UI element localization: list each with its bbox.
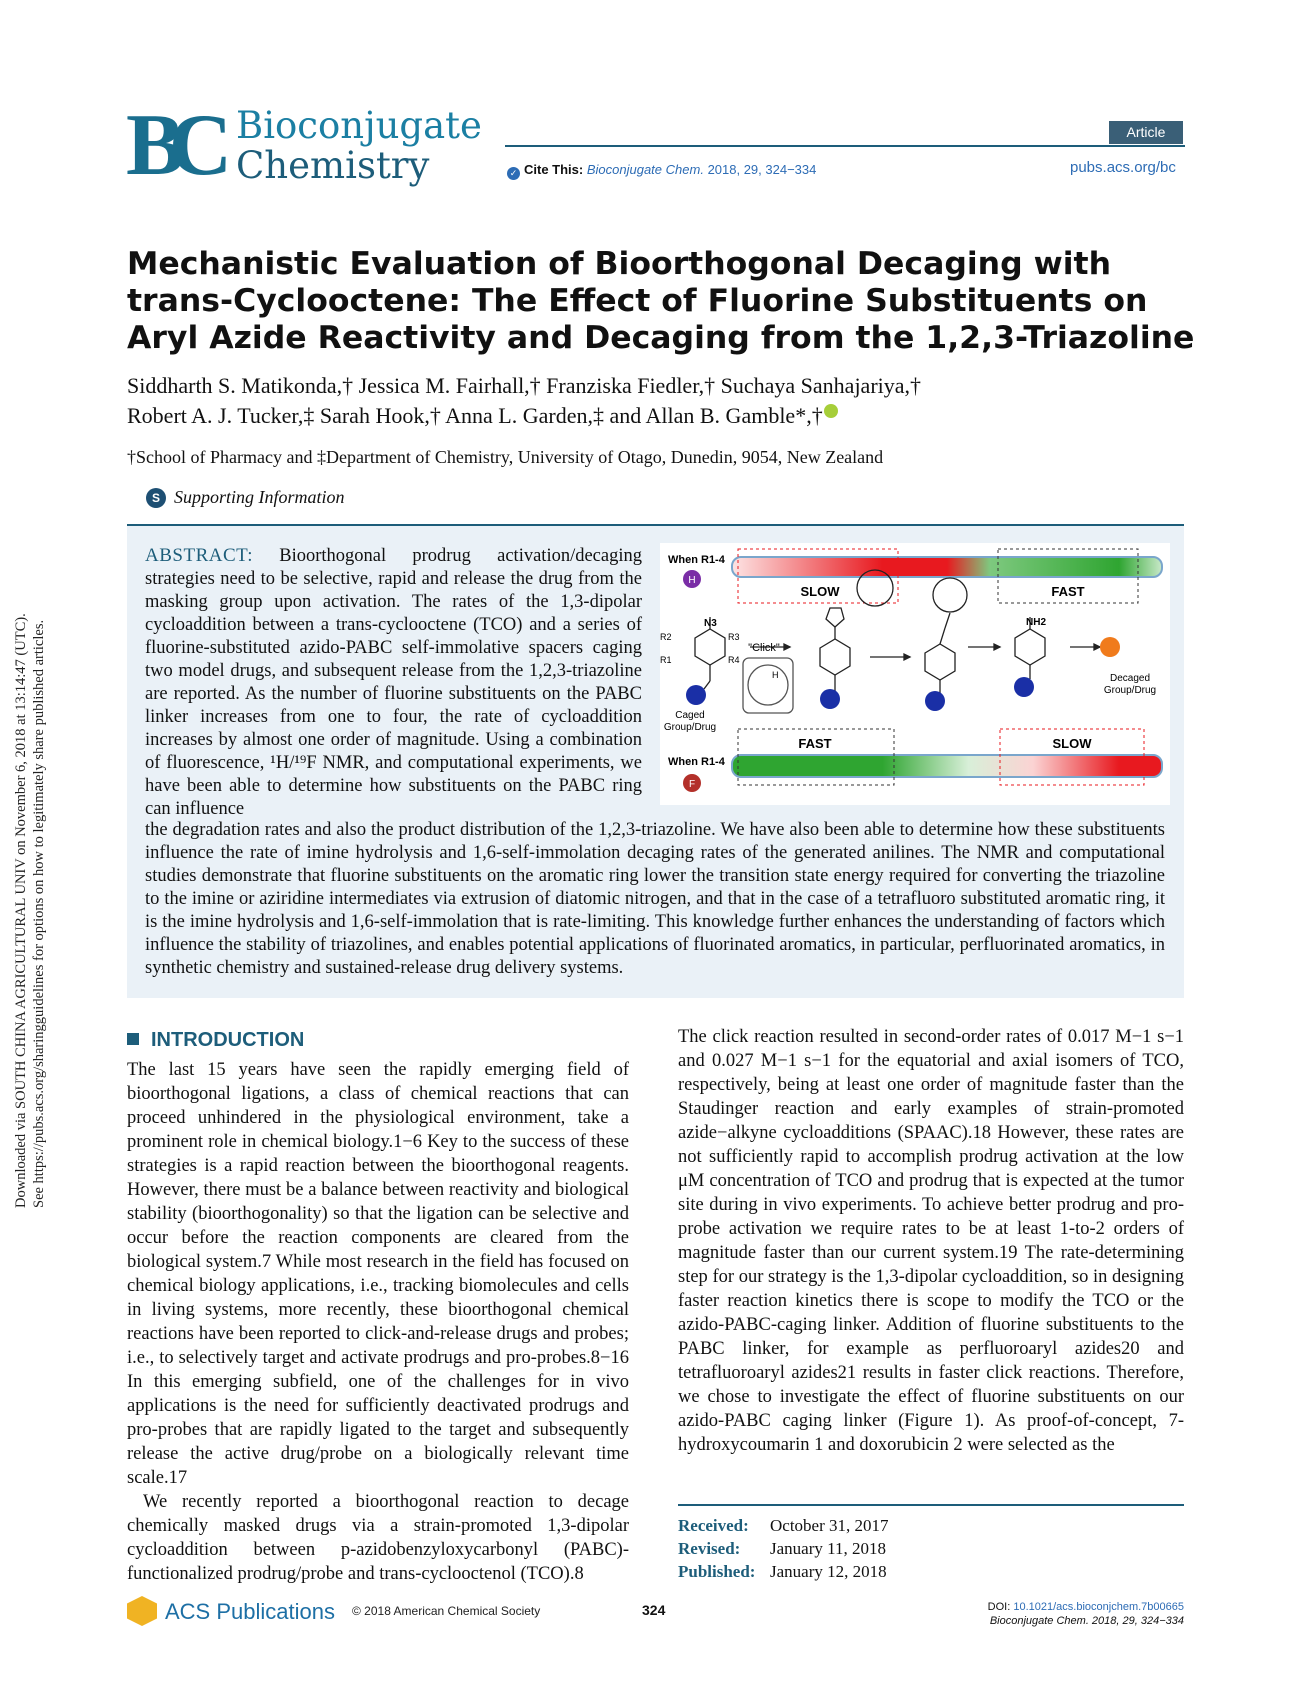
abstract-keyword: ABSTRACT: (145, 545, 254, 566)
svg-text:R3: R3 (728, 632, 740, 642)
fast-bottom-label: FAST (798, 736, 832, 751)
decaged-label: Decaged Group/Drug (1103, 673, 1157, 696)
svg-text:R4: R4 (728, 655, 740, 665)
svg-text:F: F (688, 779, 696, 790)
journal-name-line1: Bioconjugate (236, 104, 482, 147)
cite-label: Cite This: (524, 162, 584, 177)
when-f-label: When R1-4 (668, 756, 725, 768)
intro-paragraph-3: The click reaction resulted in second-order rates of 0.017 M−1 s−1 and 0.027 M−1 s−1 for the equatorial and axial isomers of TCO, respectively, being at least one order of magnitude faster than the Staudinger reaction and early examples of strain-promoted azide−alkyne cycloadditions (SPAAC).18 However, these rates are not sufficiently rapid to accomplish prodrug activation at the low μM concentration of TCO and prodrug that is expected at the tumor site during in vivo experiments. To achieve better prodrug and pro-probe activation we require rates to be at least 1-to-2 orders of magnitude faster than our current system.19 The rate-determining step for our strategy is the 1,3-dipolar cycloaddition, so in designing faster reaction kinetics there is scope to modify the TCO or the azido-PABC-caging linker. Addition of fluorine substituents to the PABC linker, for example as perfluoroaryl azides20 and tetrafluoroaryl azides21 results in faster click reactions. Therefore, we chose to investigate the effect of fluorine substituents on our azido-PABC caging linker (Figure 1). As proof-of-concept, 7-hydroxycoumarin 1 and doxorubicin 2 were selected as the (678, 1027, 1184, 1455)
revised-row: Revised: January 11, 2018 (678, 1539, 886, 1558)
doi-link[interactable]: 10.1021/acs.bioconjchem.7b00665 (1013, 1601, 1184, 1613)
authors-line2: Robert A. J. Tucker,‡ Sarah Hook,† Anna L. Garden,‡ and Allan B. Gamble*,† (127, 401, 1197, 431)
page-footer (127, 1596, 1184, 1636)
svg-text:R2: R2 (660, 632, 672, 642)
caged-label: Caged Group/Drug (663, 710, 717, 733)
nh2-label: NH2 (1026, 617, 1047, 628)
svg-text:H: H (772, 670, 779, 680)
slow-top-label: SLOW (800, 584, 840, 599)
click-label: "Click" (748, 642, 780, 654)
svg-text:R1: R1 (660, 655, 672, 665)
paper-title: Mechanistic Evaluation of Bioorthogonal Decaging with trans-Cyclooctene: The Effect of Fluorine Substituents on Aryl Azide Reactivity and Decaging from the 1,2,3-Triazoline (127, 246, 1195, 356)
svg-text:H: H (688, 575, 696, 586)
checkmark-icon: ✓ (507, 167, 520, 180)
copyright: © 2018 American Chemical Society (352, 1604, 541, 1618)
acs-hexagon-icon (127, 1596, 157, 1626)
authors-line1: Siddharth S. Matikonda,† Jessica M. Fairhall,† Franziska Fiedler,† Suchaya Sanhajariya,† (127, 373, 922, 398)
when-h-label: When R1-4 (668, 554, 725, 566)
journal-name-line2: Chemistry (236, 144, 430, 187)
acs-publications-logo[interactable]: ACS Publications (127, 1596, 335, 1626)
received-row: Received: October 31, 2017 (678, 1516, 889, 1535)
rate-bar-bottom (732, 729, 1162, 785)
cite-ref: 2018, 29, 324−334 (707, 162, 817, 177)
supporting-info-icon: S (146, 488, 166, 508)
abstract-text-top (145, 544, 642, 821)
header-rule (505, 145, 1185, 147)
doi-block: DOI: 10.1021/acs.bioconjchem.7b00665 Bioconjugate Chem. 2018, 29, 324−334 (987, 1601, 1184, 1627)
decaged-drug-sphere (1100, 637, 1120, 657)
abstract-part1: Bioorthogonal prodrug activation/decaging strategies need to be selective, rapid and release the drug from the masking group upon activation. The rates of the 1,3-dipolar cycloaddition between a trans-cyclooctene (TCO) and a series of fluorine-substituted azido-PABC self-immolative spacers caging two model drugs, and subsequent release from the 1,2,3-triazoline are reported. As the number of fluorine substituents on the PABC linker increases from one to four, the rate of cycloaddition increases by almost one order of magnitude. Using a combination of fluorescence, ¹H/¹⁹F NMR, and computational experiments, we have been able to determine how substituents on the PABC ring can influence (145, 546, 642, 819)
article-type-badge: Article (1109, 121, 1183, 144)
author-list (127, 371, 1197, 431)
publication-dates (678, 1504, 1184, 1583)
intro-paragraph-2: We recently reported a bioorthogonal reaction to decage chemically masked drugs via a strain-promoted 1,3-dipolar cycloaddition between p-azidobenzyloxycarbonyl (PABC)-functionalized prodrug/probe and trans-cyclooctenol (TCO).8 (127, 1492, 629, 1584)
heading-square-icon (127, 1033, 139, 1045)
drug-sphere-triazoline (820, 689, 840, 709)
cite-this[interactable] (507, 162, 816, 180)
section-heading-introduction: INTRODUCTION (127, 1029, 304, 1052)
drug-sphere-aniline (1014, 677, 1034, 697)
abstract-part2: the degradation rates and also the product distribution of the 1,2,3-triazoline. We have also been able to determine how these substituents influence the rate of imine hydrolysis and 1,6-self-immolation decaging rates of the generated anilines. The NMR and computational studies demonstrate that fluorine substituents on the aromatic ring lower the transition state energy required for converting the triazoline to the imine or aziridine intermediates via extrusion of diatomic nitrogen, and that in the case of a tetrafluoro substituted aromatic ring, it is the imine hydrolysis and 1,6-self-immolation that is rate-limiting. This knowledge further enhances the understanding of factors which influence the stability of triazolines, and enables potential applications of fluorinated aromatics, in particular, perfluorinated aromatics, in synthetic chemistry and sustained-release drug delivery systems. (145, 820, 1165, 978)
journal-logo-mark: BC (126, 97, 217, 194)
download-notice: Downloaded via SOUTH CHINA AGRICULTURAL UNIV on November 6, 2018 at 13:14:47 (UTC). (13, 613, 29, 1208)
drug-sphere-caged (686, 685, 706, 705)
page-number: 324 (642, 1602, 666, 1618)
published-row: Published: January 12, 2018 (678, 1562, 887, 1581)
orcid-icon[interactable] (824, 404, 838, 418)
journal-site-link[interactable]: pubs.acs.org/bc (1070, 159, 1176, 176)
supporting-info-link[interactable]: S Supporting Information (146, 487, 345, 508)
affiliation: †School of Pharmacy and ‡Department of Chemistry, University of Otago, Dunedin, 9054, New Zealand (127, 447, 884, 467)
fast-top-label: FAST (1051, 584, 1085, 599)
drug-sphere-imine (925, 691, 945, 711)
footer-citation: Bioconjugate Chem. 2018, 29, 324−334 (989, 1615, 1184, 1627)
sharing-guidelines-link[interactable]: See https://pubs.acs.org/sharingguidelines for options on how to legitimately share published articles. (31, 619, 47, 1208)
rate-bar-top (732, 549, 1162, 603)
cite-journal: Bioconjugate Chem. (586, 162, 704, 177)
journal-logo[interactable] (126, 97, 516, 194)
toc-figure (660, 543, 1170, 805)
n3-label: N3 (704, 618, 717, 629)
intro-paragraph-1: The last 15 years have seen the rapidly emerging field of bioorthogonal ligations, a class of chemical reactions that can proceed unhindered in the physiological environment, take a prominent role in chemical biology.1−6 Key to the success of these strategies is a rapid reaction between the bioorthogonal reagents. However, there must be a balance between reactivity and biological stability (bioorthogonality) so that the ligation can be selective and occur before the reaction components are cleared from the biological system.7 While most research in the field has focused on chemical biology applications, i.e., tracking biomolecules and cells in living systems, more recently, these bioorthogonal chemical reactions have been reported to click-and-release drugs and probes; i.e., to selectively target and activate prodrugs and pro-probes.8−16 In this emerging subfield, one of the challenges for in vivo applications is the need for sufficiently deactivated prodrugs and pro-probes that are rapidly ligated to the target and subsequently release the active drug/probe on a biologically relevant time scale.17 (127, 1060, 629, 1488)
column-left (127, 1058, 629, 1586)
slow-bottom-label: SLOW (1052, 736, 1092, 751)
download-sidebar (10, 510, 50, 1210)
column-right (678, 1025, 1184, 1457)
toc-graphic (660, 543, 1170, 805)
